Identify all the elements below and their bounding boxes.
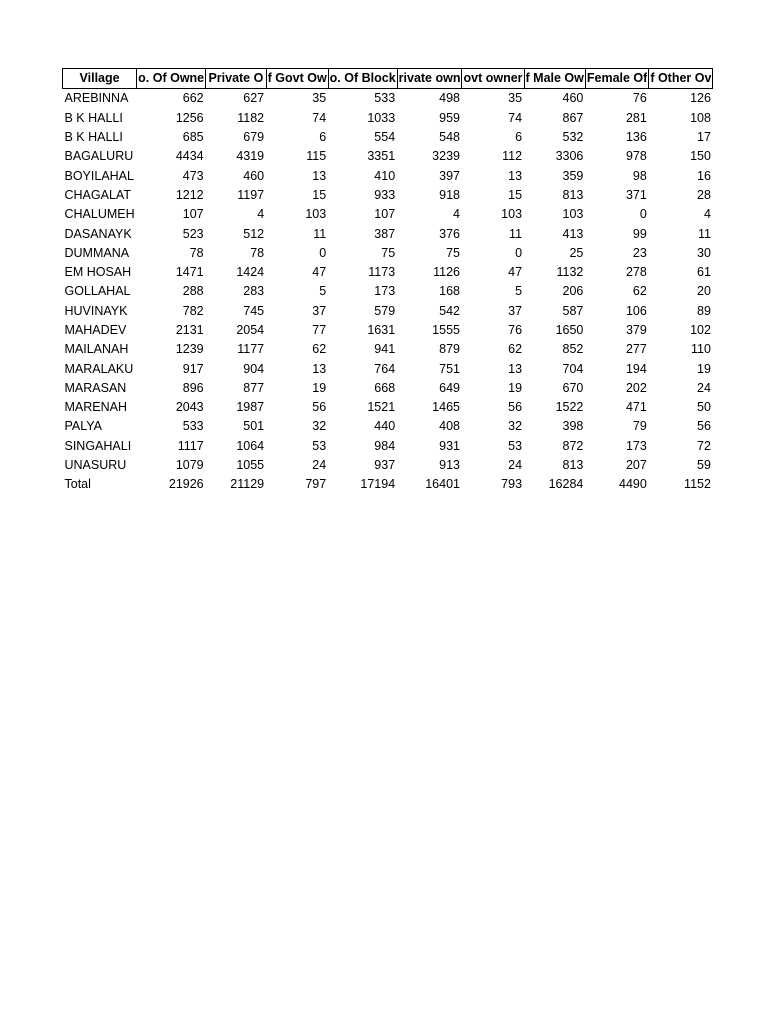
cell-value[interactable]: 533 bbox=[182, 419, 204, 434]
table-row bbox=[63, 166, 713, 185]
cell-value[interactable]: 793 bbox=[501, 477, 523, 492]
cell-value[interactable]: 4 bbox=[453, 207, 460, 222]
cell-value[interactable]: 1152 bbox=[684, 477, 711, 492]
cell-value[interactable]: 136 bbox=[625, 130, 647, 145]
cell-value[interactable]: 548 bbox=[439, 130, 460, 145]
cell-village[interactable]: CHAGALAT bbox=[64, 187, 131, 202]
cell-village[interactable]: Total bbox=[64, 477, 91, 492]
cell-value[interactable]: 4490 bbox=[619, 477, 647, 492]
cell-value[interactable]: 56 bbox=[697, 419, 711, 434]
table-row bbox=[63, 282, 713, 301]
cell-value[interactable]: 978 bbox=[625, 149, 647, 164]
cell-value[interactable]: 1117 bbox=[177, 438, 204, 453]
cell-value[interactable]: 523 bbox=[182, 226, 204, 241]
cell-value[interactable]: 662 bbox=[182, 91, 204, 106]
cell-value[interactable]: 440 bbox=[374, 419, 396, 434]
cell-value[interactable]: 21129 bbox=[230, 477, 265, 492]
cell-value[interactable]: 17194 bbox=[360, 477, 396, 492]
cell-value[interactable]: 103 bbox=[501, 207, 523, 222]
cell-value[interactable]: 75 bbox=[446, 245, 460, 260]
cell-value[interactable]: 813 bbox=[562, 187, 584, 202]
cell-value[interactable]: 4319 bbox=[236, 149, 265, 164]
cell-value[interactable]: 74 bbox=[312, 110, 327, 125]
cell-value[interactable]: 13 bbox=[312, 361, 327, 376]
cell-village[interactable]: MAHADEV bbox=[64, 323, 127, 337]
cell-value[interactable]: 904 bbox=[243, 361, 265, 376]
cell-value[interactable]: 75 bbox=[381, 245, 396, 260]
cell-value[interactable]: 410 bbox=[374, 168, 396, 183]
cell-value[interactable]: 533 bbox=[374, 91, 396, 106]
cell-village[interactable]: UNASURU bbox=[64, 458, 127, 473]
cell-value[interactable]: 47 bbox=[508, 265, 523, 280]
cell-value[interactable]: 813 bbox=[562, 458, 584, 473]
cell-value[interactable]: 56 bbox=[508, 400, 523, 415]
cell-village[interactable]: EM HOSAH bbox=[64, 265, 132, 280]
table-row bbox=[63, 128, 713, 147]
table-row bbox=[63, 186, 713, 205]
cell-value[interactable]: 1212 bbox=[175, 187, 204, 202]
cell-value[interactable]: 13 bbox=[312, 168, 327, 183]
cell-value[interactable]: 108 bbox=[690, 110, 711, 125]
cell-village[interactable]: MARALAKU bbox=[64, 361, 134, 376]
cell-value[interactable]: 931 bbox=[439, 438, 460, 453]
data-table bbox=[62, 68, 713, 495]
cell-value[interactable]: 126 bbox=[690, 91, 711, 106]
cell-value[interactable]: 2043 bbox=[175, 400, 204, 415]
table-row bbox=[63, 205, 713, 224]
cell-value[interactable]: 76 bbox=[632, 91, 647, 106]
table-row bbox=[63, 109, 713, 128]
cell-village[interactable]: B K HALLI bbox=[64, 110, 123, 125]
cell-value[interactable]: 56 bbox=[312, 400, 327, 415]
table-row bbox=[63, 89, 713, 109]
cell-value[interactable]: 77 bbox=[312, 323, 327, 337]
cell-value[interactable]: 1555 bbox=[432, 323, 460, 337]
cell-value[interactable]: 1465 bbox=[432, 400, 460, 415]
header-row bbox=[63, 69, 713, 89]
cell-value[interactable]: 47 bbox=[312, 265, 327, 280]
table-row bbox=[63, 437, 713, 456]
cell-value[interactable]: 0 bbox=[319, 245, 327, 260]
cell-value[interactable]: 62 bbox=[632, 284, 647, 299]
cell-village[interactable]: BOYILAHAL bbox=[64, 168, 134, 183]
cell-value[interactable]: 751 bbox=[439, 361, 460, 376]
header-govt-owned[interactable]: ovt owner bbox=[462, 69, 524, 89]
cell-value[interactable]: 917 bbox=[182, 361, 204, 376]
cell-value[interactable]: 61 bbox=[697, 265, 711, 280]
cell-value[interactable]: 877 bbox=[243, 380, 265, 395]
cell-value[interactable]: 1055 bbox=[236, 458, 265, 473]
cell-value[interactable]: 277 bbox=[625, 342, 647, 357]
cell-value[interactable]: 110 bbox=[691, 342, 711, 357]
cell-value[interactable]: 379 bbox=[625, 323, 647, 337]
cell-value[interactable]: 5 bbox=[319, 284, 327, 299]
cell-value[interactable]: 106 bbox=[625, 303, 647, 318]
cell-value[interactable]: 288 bbox=[182, 284, 204, 299]
cell-value[interactable]: 498 bbox=[439, 91, 460, 106]
cell-value[interactable]: 1197 bbox=[237, 187, 265, 202]
cell-village[interactable]: BAGALURU bbox=[64, 149, 134, 164]
cell-value[interactable]: 2131 bbox=[175, 323, 204, 337]
cell-value[interactable]: 797 bbox=[305, 477, 327, 492]
cell-value[interactable]: 103 bbox=[562, 207, 584, 222]
cell-value[interactable]: 1471 bbox=[175, 265, 204, 280]
cell-value[interactable]: 4 bbox=[257, 207, 265, 222]
cell-value[interactable]: 627 bbox=[243, 91, 265, 106]
cell-value[interactable]: 1256 bbox=[175, 110, 204, 125]
table-row bbox=[63, 340, 713, 359]
cell-value[interactable]: 408 bbox=[439, 419, 460, 434]
cell-value[interactable]: 35 bbox=[312, 91, 327, 106]
table-row bbox=[63, 224, 713, 243]
cell-value[interactable]: 704 bbox=[562, 361, 584, 376]
cell-value[interactable]: 745 bbox=[243, 303, 265, 318]
cell-value[interactable]: 1033 bbox=[367, 110, 396, 125]
cell-value[interactable]: 11 bbox=[509, 226, 523, 241]
cell-value[interactable]: 15 bbox=[312, 187, 327, 202]
cell-value[interactable]: 202 bbox=[625, 380, 647, 395]
cell-value[interactable]: 76 bbox=[508, 323, 523, 337]
cell-village[interactable]: CHALUMEH bbox=[64, 207, 135, 222]
cell-village[interactable]: MARENAH bbox=[64, 400, 128, 415]
cell-value[interactable]: 1522 bbox=[555, 400, 584, 415]
cell-value[interactable]: 89 bbox=[697, 303, 711, 318]
cell-value[interactable]: 194 bbox=[625, 361, 647, 376]
cell-value[interactable]: 670 bbox=[562, 380, 584, 395]
cell-value[interactable]: 1177 bbox=[237, 342, 265, 357]
cell-value[interactable]: 1631 bbox=[367, 323, 396, 337]
cell-value[interactable]: 867 bbox=[562, 110, 584, 125]
cell-value[interactable]: 4 bbox=[703, 207, 711, 222]
cell-value[interactable]: 764 bbox=[374, 361, 396, 376]
cell-value[interactable]: 72 bbox=[697, 438, 711, 453]
cell-value[interactable]: 79 bbox=[632, 419, 647, 434]
cell-value[interactable]: 62 bbox=[508, 342, 523, 357]
cell-value[interactable]: 371 bbox=[625, 187, 647, 202]
cell-value[interactable]: 782 bbox=[182, 303, 204, 318]
table-row bbox=[63, 379, 713, 398]
cell-value[interactable]: 28 bbox=[697, 187, 711, 202]
cell-value[interactable]: 78 bbox=[189, 245, 204, 260]
total-row bbox=[63, 475, 713, 494]
cell-value[interactable]: 16401 bbox=[425, 477, 460, 492]
cell-value[interactable]: 37 bbox=[312, 303, 327, 318]
cell-value[interactable]: 107 bbox=[182, 207, 204, 222]
cell-value[interactable]: 23 bbox=[632, 245, 647, 260]
cell-value[interactable]: 24 bbox=[312, 458, 327, 473]
cell-value[interactable]: 62 bbox=[312, 342, 327, 357]
cell-value[interactable]: 17 bbox=[697, 130, 711, 145]
cell-value[interactable]: 3351 bbox=[367, 149, 396, 164]
cell-value[interactable]: 103 bbox=[305, 207, 327, 222]
cell-value[interactable]: 107 bbox=[374, 207, 396, 222]
cell-value[interactable]: 501 bbox=[243, 419, 265, 434]
cell-value[interactable]: 896 bbox=[182, 380, 204, 395]
cell-value[interactable]: 1650 bbox=[555, 323, 584, 337]
cell-value[interactable]: 649 bbox=[439, 380, 460, 395]
cell-value[interactable]: 1126 bbox=[433, 265, 460, 280]
cell-value[interactable]: 937 bbox=[374, 458, 396, 473]
header-female-owners[interactable]: Female Of bbox=[585, 69, 648, 89]
header-no-of-blocks[interactable]: o. Of Block bbox=[328, 69, 397, 89]
cell-value[interactable]: 207 bbox=[625, 458, 647, 473]
table-row bbox=[63, 263, 713, 282]
table-row bbox=[63, 244, 713, 263]
cell-value[interactable]: 35 bbox=[508, 91, 523, 106]
cell-value[interactable]: 471 bbox=[625, 400, 647, 415]
cell-value[interactable]: 112 bbox=[502, 149, 523, 164]
cell-value[interactable]: 1521 bbox=[367, 400, 396, 415]
cell-value[interactable]: 941 bbox=[374, 342, 396, 357]
cell-value[interactable]: 6 bbox=[319, 130, 327, 145]
cell-value[interactable]: 685 bbox=[182, 130, 204, 145]
cell-value[interactable]: 150 bbox=[690, 149, 711, 164]
cell-value[interactable]: 460 bbox=[562, 91, 584, 106]
cell-value[interactable]: 74 bbox=[508, 110, 523, 125]
cell-value[interactable]: 679 bbox=[243, 130, 265, 145]
cell-value[interactable]: 16284 bbox=[548, 477, 584, 492]
cell-value[interactable]: 206 bbox=[562, 284, 584, 299]
cell-value[interactable]: 59 bbox=[697, 458, 711, 473]
cell-value[interactable]: 512 bbox=[243, 226, 265, 241]
cell-value[interactable]: 11 bbox=[697, 226, 711, 241]
cell-village[interactable]: DASANAYK bbox=[64, 226, 132, 241]
cell-value[interactable]: 1173 bbox=[368, 265, 396, 280]
cell-value[interactable]: 168 bbox=[439, 284, 460, 299]
cell-value[interactable]: 173 bbox=[374, 284, 396, 299]
cell-value[interactable]: 0 bbox=[515, 245, 523, 260]
cell-village[interactable]: B K HALLI bbox=[64, 130, 123, 145]
header-private-owners[interactable]: Private O bbox=[206, 69, 267, 89]
cell-value[interactable]: 24 bbox=[508, 458, 523, 473]
cell-value[interactable]: 21926 bbox=[168, 477, 204, 492]
cell-value[interactable]: 78 bbox=[250, 245, 265, 260]
cell-value[interactable]: 11 bbox=[313, 226, 327, 241]
table-body bbox=[63, 89, 713, 495]
cell-village[interactable]: GOLLAHAL bbox=[64, 284, 131, 299]
cell-value[interactable]: 19 bbox=[312, 380, 327, 395]
spreadsheet-area bbox=[62, 68, 713, 495]
cell-value[interactable]: 53 bbox=[312, 438, 327, 453]
cell-value[interactable]: 413 bbox=[562, 226, 584, 241]
cell-value[interactable]: 398 bbox=[562, 419, 584, 434]
cell-value[interactable]: 0 bbox=[639, 207, 647, 222]
cell-value[interactable]: 4434 bbox=[175, 149, 204, 164]
cell-value[interactable]: 32 bbox=[312, 419, 327, 434]
cell-value[interactable]: 852 bbox=[562, 342, 584, 357]
cell-value[interactable]: 872 bbox=[562, 438, 584, 453]
cell-value[interactable]: 13 bbox=[508, 361, 523, 376]
cell-value[interactable]: 15 bbox=[508, 187, 523, 202]
cell-value[interactable]: 376 bbox=[439, 226, 460, 241]
cell-value[interactable]: 1239 bbox=[175, 342, 204, 357]
table-row bbox=[63, 398, 713, 417]
cell-value[interactable]: 2054 bbox=[236, 323, 265, 337]
cell-value[interactable]: 281 bbox=[625, 110, 647, 125]
header-other-owners[interactable]: f Other Ov bbox=[649, 69, 713, 89]
cell-value[interactable]: 5 bbox=[515, 284, 523, 299]
header-private-owned[interactable]: rivate own bbox=[397, 69, 462, 89]
cell-value[interactable]: 19 bbox=[508, 380, 523, 395]
cell-value[interactable]: 918 bbox=[439, 187, 460, 202]
header-no-of-owners[interactable]: o. Of Owne bbox=[137, 69, 206, 89]
cell-value[interactable]: 1132 bbox=[556, 265, 584, 280]
cell-value[interactable]: 3239 bbox=[432, 149, 460, 164]
cell-village[interactable]: PALYA bbox=[64, 419, 103, 434]
cell-value[interactable]: 13 bbox=[508, 168, 523, 183]
cell-value[interactable]: 879 bbox=[439, 342, 460, 357]
cell-value[interactable]: 1987 bbox=[236, 400, 265, 415]
cell-value[interactable]: 387 bbox=[374, 226, 396, 241]
table-row bbox=[63, 321, 713, 340]
cell-value[interactable]: 99 bbox=[632, 226, 647, 241]
cell-value[interactable]: 460 bbox=[243, 168, 265, 183]
cell-value[interactable]: 32 bbox=[508, 419, 523, 434]
cell-value[interactable]: 913 bbox=[439, 458, 460, 473]
cell-value[interactable]: 1424 bbox=[236, 265, 265, 280]
cell-value[interactable]: 984 bbox=[374, 438, 396, 453]
cell-value[interactable]: 579 bbox=[374, 303, 396, 318]
cell-value[interactable]: 16 bbox=[697, 168, 711, 183]
cell-value[interactable]: 473 bbox=[182, 168, 204, 183]
table-row bbox=[63, 147, 713, 166]
cell-value[interactable]: 115 bbox=[306, 149, 327, 164]
cell-value[interactable]: 554 bbox=[374, 130, 396, 145]
cell-value[interactable]: 98 bbox=[632, 168, 647, 183]
cell-value[interactable]: 25 bbox=[569, 245, 584, 260]
cell-value[interactable]: 933 bbox=[374, 187, 396, 202]
cell-value[interactable]: 278 bbox=[625, 265, 647, 280]
cell-value[interactable]: 283 bbox=[243, 284, 265, 299]
cell-value[interactable]: 668 bbox=[374, 380, 396, 395]
cell-value[interactable]: 397 bbox=[439, 168, 460, 183]
cell-value[interactable]: 53 bbox=[508, 438, 523, 453]
cell-value[interactable]: 102 bbox=[690, 323, 711, 337]
table-row bbox=[63, 417, 713, 436]
table-row bbox=[63, 359, 713, 378]
cell-value[interactable]: 19 bbox=[697, 361, 711, 376]
cell-value[interactable]: 173 bbox=[625, 438, 647, 453]
cell-village[interactable]: AREBINNA bbox=[64, 91, 129, 106]
cell-value[interactable]: 6 bbox=[515, 130, 523, 145]
cell-value[interactable]: 1182 bbox=[237, 110, 265, 125]
cell-value[interactable]: 359 bbox=[562, 168, 584, 183]
cell-village[interactable]: MARASAN bbox=[64, 380, 127, 395]
cell-value[interactable]: 50 bbox=[697, 400, 711, 415]
header-govt-owners[interactable]: f Govt Ow bbox=[266, 69, 328, 89]
cell-value[interactable]: 20 bbox=[697, 284, 711, 299]
header-male-owners[interactable]: f Male Ow bbox=[524, 69, 585, 89]
cell-village[interactable]: DUMMANA bbox=[64, 245, 130, 260]
cell-village[interactable]: MAILANAH bbox=[64, 342, 129, 357]
table-row bbox=[63, 456, 713, 475]
cell-value[interactable]: 542 bbox=[439, 303, 460, 318]
cell-value[interactable]: 532 bbox=[562, 130, 584, 145]
cell-value[interactable]: 1079 bbox=[175, 458, 204, 473]
header-village[interactable]: Village bbox=[63, 69, 137, 89]
cell-value[interactable]: 959 bbox=[439, 110, 460, 125]
table-row bbox=[63, 302, 713, 321]
cell-value[interactable]: 30 bbox=[697, 245, 711, 260]
cell-value[interactable]: 1064 bbox=[236, 438, 265, 453]
cell-village[interactable]: SINGAHALI bbox=[64, 438, 132, 453]
cell-value[interactable]: 37 bbox=[508, 303, 523, 318]
cell-value[interactable]: 24 bbox=[697, 380, 711, 395]
cell-value[interactable]: 587 bbox=[562, 303, 584, 318]
cell-value[interactable]: 3306 bbox=[555, 149, 584, 164]
cell-village[interactable]: HUVINAYK bbox=[64, 303, 128, 318]
